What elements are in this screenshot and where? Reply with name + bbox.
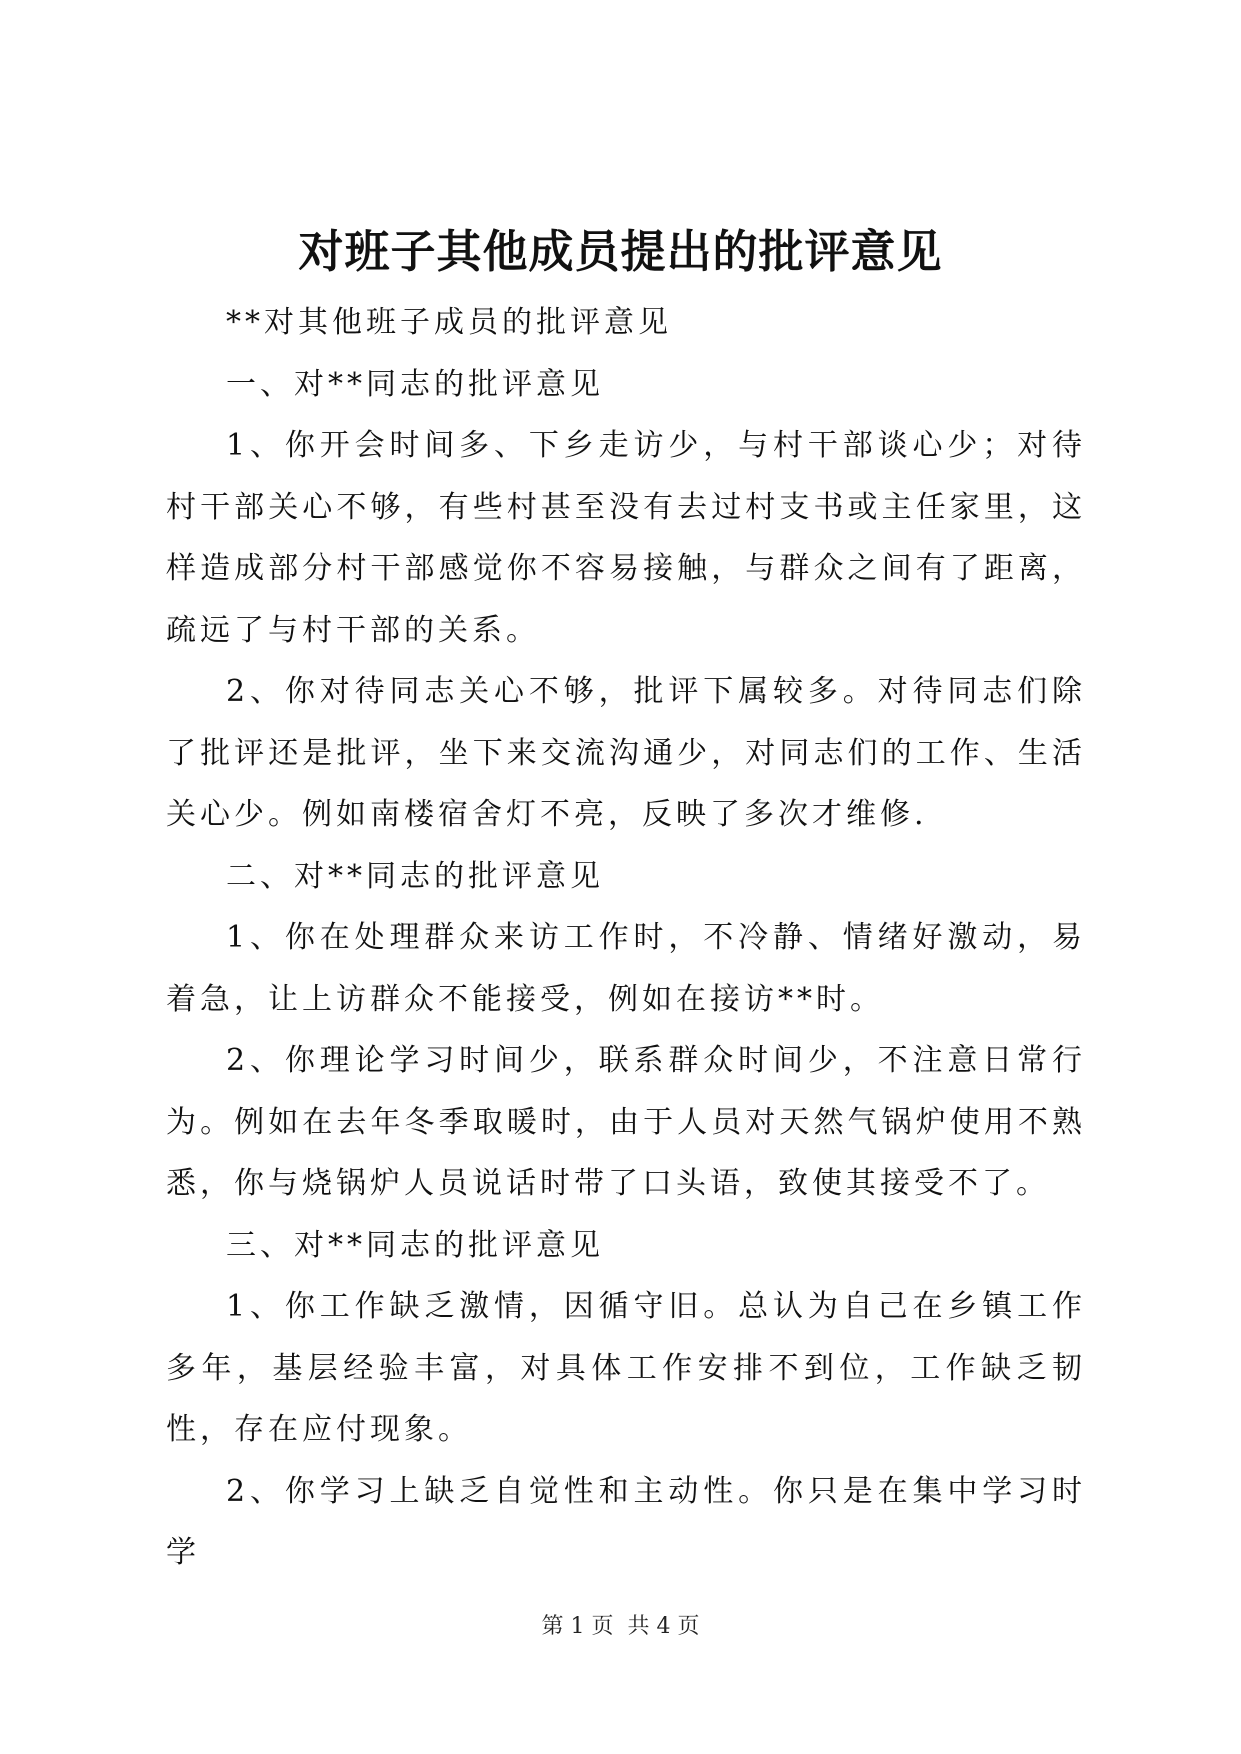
page-footer	[0, 1612, 1241, 1642]
paragraph: 1、你开会时间多、下乡走访少，与村干部谈心少；对待村干部关心不够，有些村甚至没有去过村支书或主任家里，这样造成部分村干部感觉你不容易接触，与群众之间有了距离，疏远了与村干部的关系。	[166, 428, 1086, 648]
page-number: 第 1 页 共 4 页	[541, 1614, 700, 1639]
paragraph: 2、你学习上缺乏自觉性和主动性。你只是在集中学习时学	[166, 1473, 1086, 1570]
document-body	[166, 292, 1086, 1584]
paragraph: 2、你理论学习时间少，联系群众时间少，不注意日常行为。例如在去年冬季取暖时，由于人员对天然气锅炉使用不熟悉，你与烧锅炉人员说话时带了口头语，致使其接受不了。	[166, 1043, 1086, 1201]
paragraph: 1、你在处理群众来访工作时，不冷静、情绪好激动，易着急，让上访群众不能接受，例如在接访**时。	[166, 920, 1086, 1017]
section-heading: 二、对**同志的批评意见	[226, 858, 604, 894]
paragraph: **对其他班子成员的批评意见	[226, 305, 672, 340]
paragraph: 1、你工作缺乏激情，因循守旧。总认为自己在乡镇工作多年，基层经验丰富，对具体工作安排不到位，工作缺乏韧性，存在应付现象。	[166, 1289, 1086, 1447]
section-heading: 三、对**同志的批评意见	[226, 1227, 604, 1263]
section-heading: 一、对**同志的批评意见	[226, 366, 604, 402]
paragraph: 2、你对待同志关心不够，批评下属较多。对待同志们除了批评还是批评，坐下来交流沟通少，对同志们的工作、生活关心少。例如南楼宿舍灯不亮，反映了多次才维修.	[166, 674, 1086, 832]
document-title: 对班子其他成员提出的批评意见	[298, 225, 943, 278]
